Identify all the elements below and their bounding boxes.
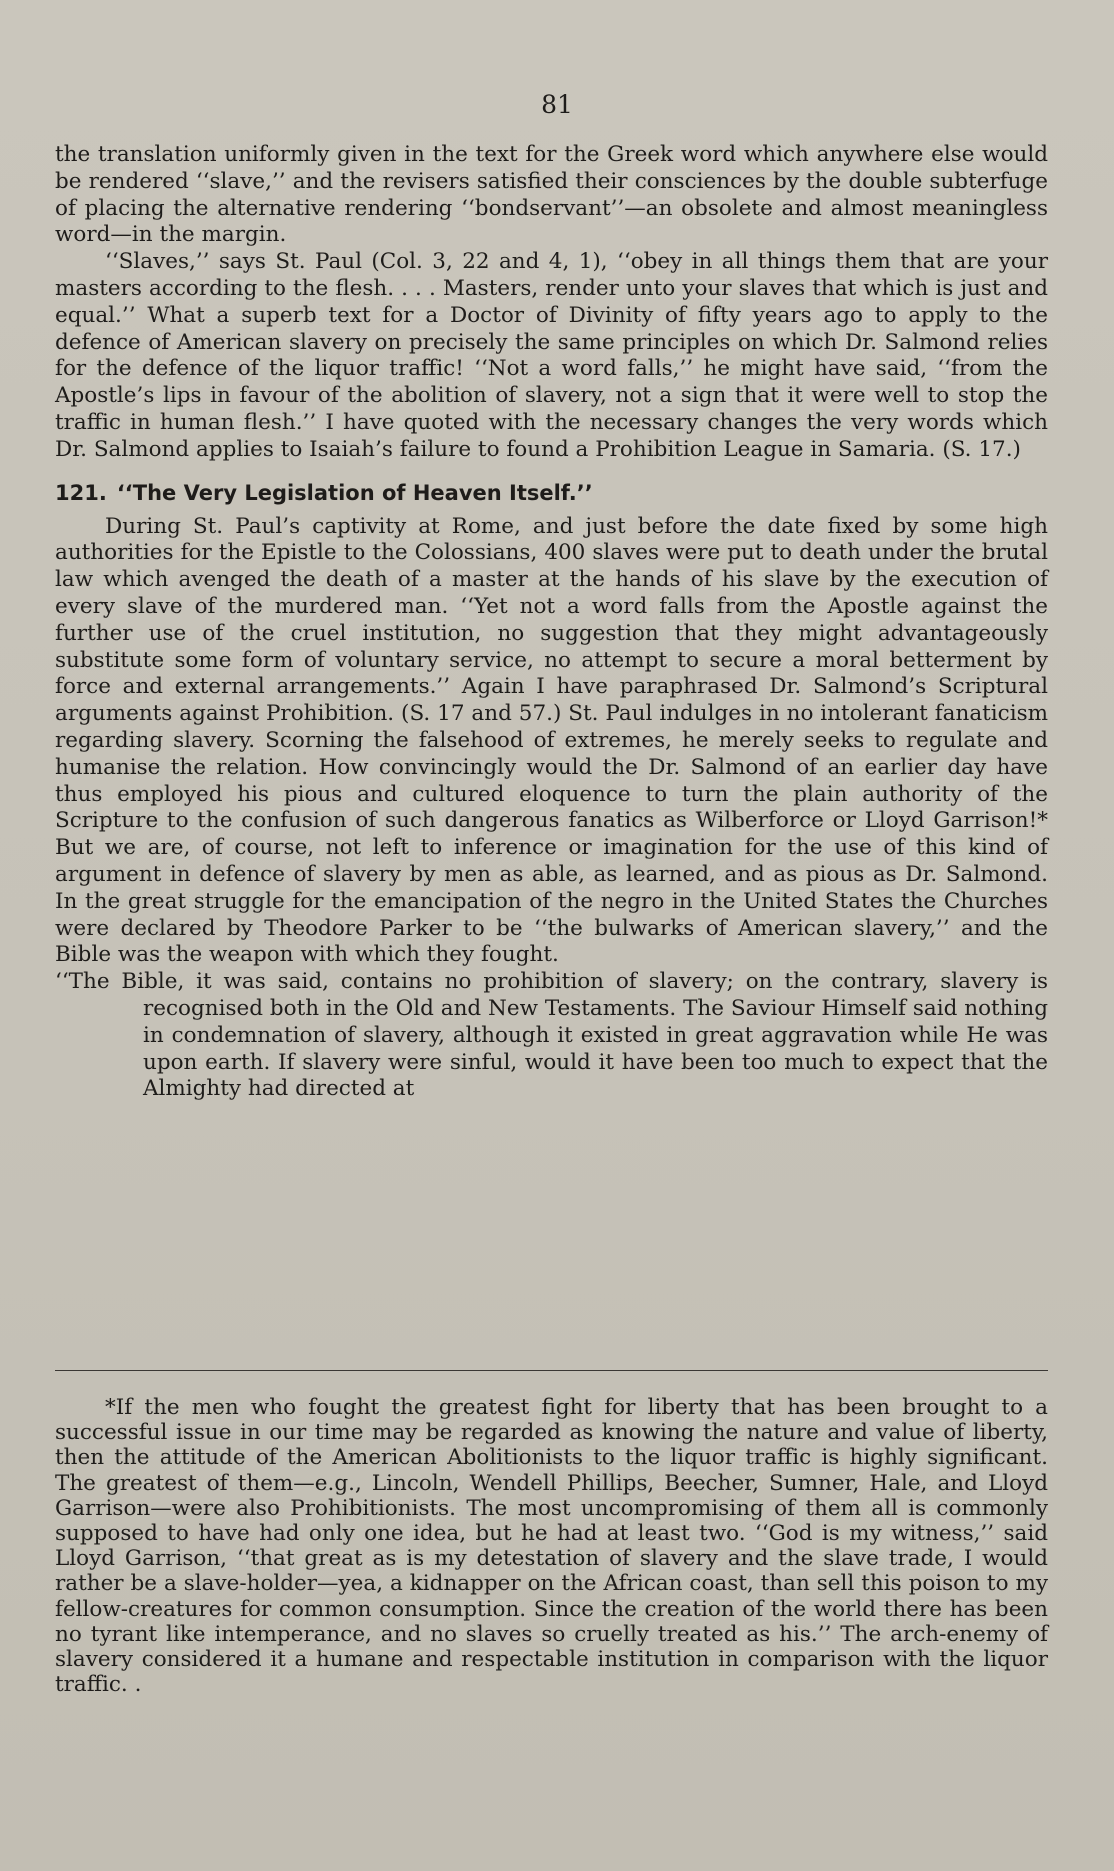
footnote-text: *If the men who fought the greatest fight for liberty that has been brought to a successful issue in our time may be regarded as knowing the nature and value of liberty, then the attitude of the American Abolitionists to the liquor traffic is highly significant. The greatest of them—e.g., Lincoln, Wendell Phillips, Beecher, Sumner, Hale, and Lloyd Garrison—were also Prohibitionists. The most uncompromising of them all is commonly supposed to have had only one idea, but he had at least two. ‘‘God is my witness,’’ said Lloyd Garrison, ‘‘that great as is my detestation of slavery and the slave trade, I would rather be a slave-holder—yea, a kidnapper on the African coast, than sell this poison to my fellow-creatures for common consumption. Since the creation of the world there has been no tyrant like intemperance, and no slaves so cruelly treated as his.’’ The arch-enemy of slavery considered it a humane and respectable institution in comparison with the liquor traffic. . [55,1395,1048,1698]
footnote-divider [55,1370,1048,1371]
block-quote: ‘‘The Bible, it was said, contains no prohibition of slavery; on the contrary, slavery is recognised both in the Old and New Testaments. The Saviour Himself said nothing in condemnation of slavery, although it existed in great aggravation while He was upon earth. If slavery were sinful, would it have been too much to expect that the Almighty had directed at [55,969,1048,1102]
paragraph-continuation: the translation uniformly given in the text for the Greek word which anywhere else would be rendered ‘‘slave,’’ and the revisers satisfied their consciences by the double subterfuge of placing the alternative rendering ‘‘bondservant’’—an obsolete and almost meaningless word—in the margin. [55,142,1048,248]
section-title: ‘‘The Very Legislation of Heaven Itself.’’ [116,480,593,505]
paragraph-slaves-quote: ‘‘Slaves,’’ says St. Paul (Col. 3, 22 and 4, 1), ‘‘obey in all things them that are your masters according to the flesh. . . . Masters, render unto your slaves that which is just and equal.’’ What a superb text for a Doctor of Divinity of fifty years ago to apply to the defence of American slavery on precisely the same principles on which Dr. Salmond relies for the defence of the liquor traffic! ‘‘Not a word falls,’’ he might have said, ‘‘from the Apostle’s lips in favour of the abolition of slavery, not a sign that it were well to stop the traffic in human flesh.’’ I have quoted with the necessary changes the very words which Dr. Salmond applies to Isaiah’s failure to found a Prohibition League in Samaria. (S. 17.) [55,249,1048,462]
paragraph-captivity: During St. Paul’s captivity at Rome, and just before the date fixed by some high authorities for the Epistle to the Colossians, 400 slaves were put to death under the brutal law which avenged the death of a master at the hands of his slave by the execution of every slave of the murdered man. ‘‘Yet not a word falls from the Apostle against the further use of the cruel institution, no suggestion that they might advantageously substitute some form of voluntary service, no attempt to secure a moral betterment by force and external arrangements.’’ Again I have paraphrased Dr. Salmond’s Scriptural arguments against Prohibition. (S. 17 and 57.) St. Paul indulges in no intolerant fanaticism regarding slavery. Scorning the falsehood of extremes, he merely seeks to regulate and humanise the relation. How convincingly would the Dr. Salmond of an earlier day have thus employed his pious and cultured eloquence to turn the plain authority of the Scripture to the confusion of such dangerous fanatics as Wilberforce or Lloyd Garrison!* But we are, of course, not left to inference or imagination for the use of this kind of argument in defence of slavery by men as able, as learned, and as pious as Dr. Salmond. In the great struggle for the emancipation of the negro in the United States the Churches were declared by Theodore Parker to be ‘‘the bulwarks of American slavery,’’ and the Bible was the weapon with which they fought. [55,513,1048,968]
page-number: 81 [541,90,573,119]
section-number: 121. [55,480,107,505]
section-heading [55,480,1048,506]
footnote [55,1395,1048,1697]
main-text [55,142,1048,1103]
